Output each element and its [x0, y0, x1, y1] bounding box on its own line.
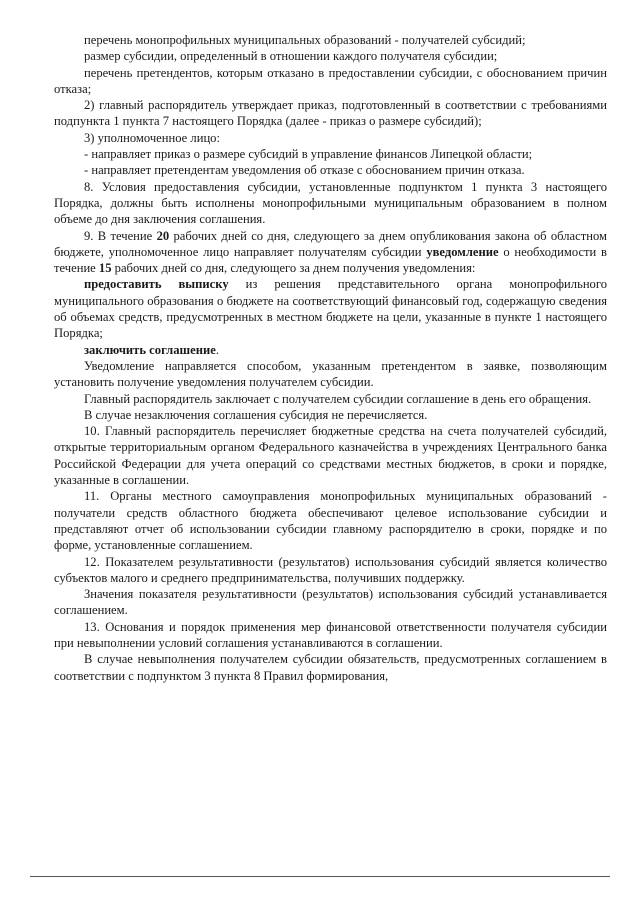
paragraph-notification-method: Уведомление направляется способом, указанным претендентом в заявке, позволяющим установить получение уведомления получателем субсидии.: [54, 358, 607, 390]
paragraph-indicator-values: Значения показателя результативности (результатов) использования субсидий устанавливается соглашением.: [54, 587, 607, 618]
paragraph-section-9: 9. В течение 20 рабочих дней со дня, следующего за днем опубликования закона об областном бюджете, уполномоченное лицо направляет получателям субсидии уведомление о необходимости в течение 15 рабочих дней со дня, следующего за днем получения уведомления:: [54, 228, 607, 276]
page-bottom-rule: [30, 876, 610, 877]
paragraph-subsidy-amount: размер субсидии, определенный в отношении каждого получателя субсидии;: [84, 49, 498, 64]
paragraph-recipients-list: перечень монопрофильных муниципальных образований - получателей субсидий;: [84, 33, 526, 47]
paragraph-section-13: 13. Основания и порядок применения мер финансовой ответственности получателя субсидии при невыполнении условий соглашения устанавливаются в соглашении.: [54, 619, 607, 650]
paragraph-section-10: 10. Главный распорядитель перечисляет бюджетные средства на счета получателей субсидий, открытые территориальным органом Федерального казначейства в учреждениях Центрального банка Российской Федерации для учета операций со средствами местных бюджетов, в сроки и порядке, указанные в соглашении.: [54, 424, 607, 488]
paragraph-authorized-person: 3) уполномоченное лицо:: [84, 130, 220, 145]
document-page: [54, 32, 607, 684]
paragraph-refused-list: перечень претендентов, которым отказано в предоставлении субсидии, с обоснованием причин отказа;: [54, 65, 607, 96]
paragraph-send-order: - направляет приказ о размере субсидий в управление финансов Липецкой области;: [84, 147, 533, 162]
paragraph-provide-extract: предоставить выписку из решения представительного органа монопрофильного муниципального образования о бюджете на соответствующий финансовый год, содержащую сведения об объемах средств, предусмотренных в местном бюджете на цели, указанные в пункте 1 настоящего Порядка;: [54, 277, 608, 341]
paragraph-conclude-agreement: заключить соглашение.: [84, 342, 219, 357]
paragraph-section-11: 11. Органы местного самоуправления монопрофильных муниципальных образований - получатели средств областного бюджета обеспечивают целевое использование субсидии и представляют отчет об использовании субсидии главному распорядителю в сроки, порядке и по форме, установленные соглашением.: [54, 489, 607, 553]
paragraph-section-8: 8. Условия предоставления субсидии, установленные подпунктом 1 пункта 3 настоящего Порядка, должны быть исполнены монопрофильными муниципальным образованием в полном объеме до дня заключения соглашения.: [54, 179, 607, 227]
paragraph-non-fulfillment: В случае невыполнения получателем субсидии обязательств, предусмотренных соглашением в соответствии с подпунктом 3 пункта 8 Правил формирования,: [54, 652, 607, 683]
paragraph-no-agreement: В случае незаключения соглашения субсидия не перечисляется.: [84, 407, 428, 422]
paragraph-send-refusals: - направляет претендентам уведомления об отказе с обоснованием причин отказа.: [84, 163, 525, 178]
paragraph-agreement-day: Главный распорядитель заключает с получателем субсидии соглашение в день его обращения.: [84, 391, 592, 406]
paragraph-order-approval: 2) главный распорядитель утверждает приказ, подготовленный в соответствии с требованиями подпункта 1 пункта 7 настоящего Порядка (далее - приказ о размере субсидий);: [54, 98, 607, 129]
paragraph-section-12: 12. Показателем результативности (результатов) использования субсидий является количество субъектов малого и среднего предпринимательства, получивших поддержку.: [54, 554, 607, 585]
